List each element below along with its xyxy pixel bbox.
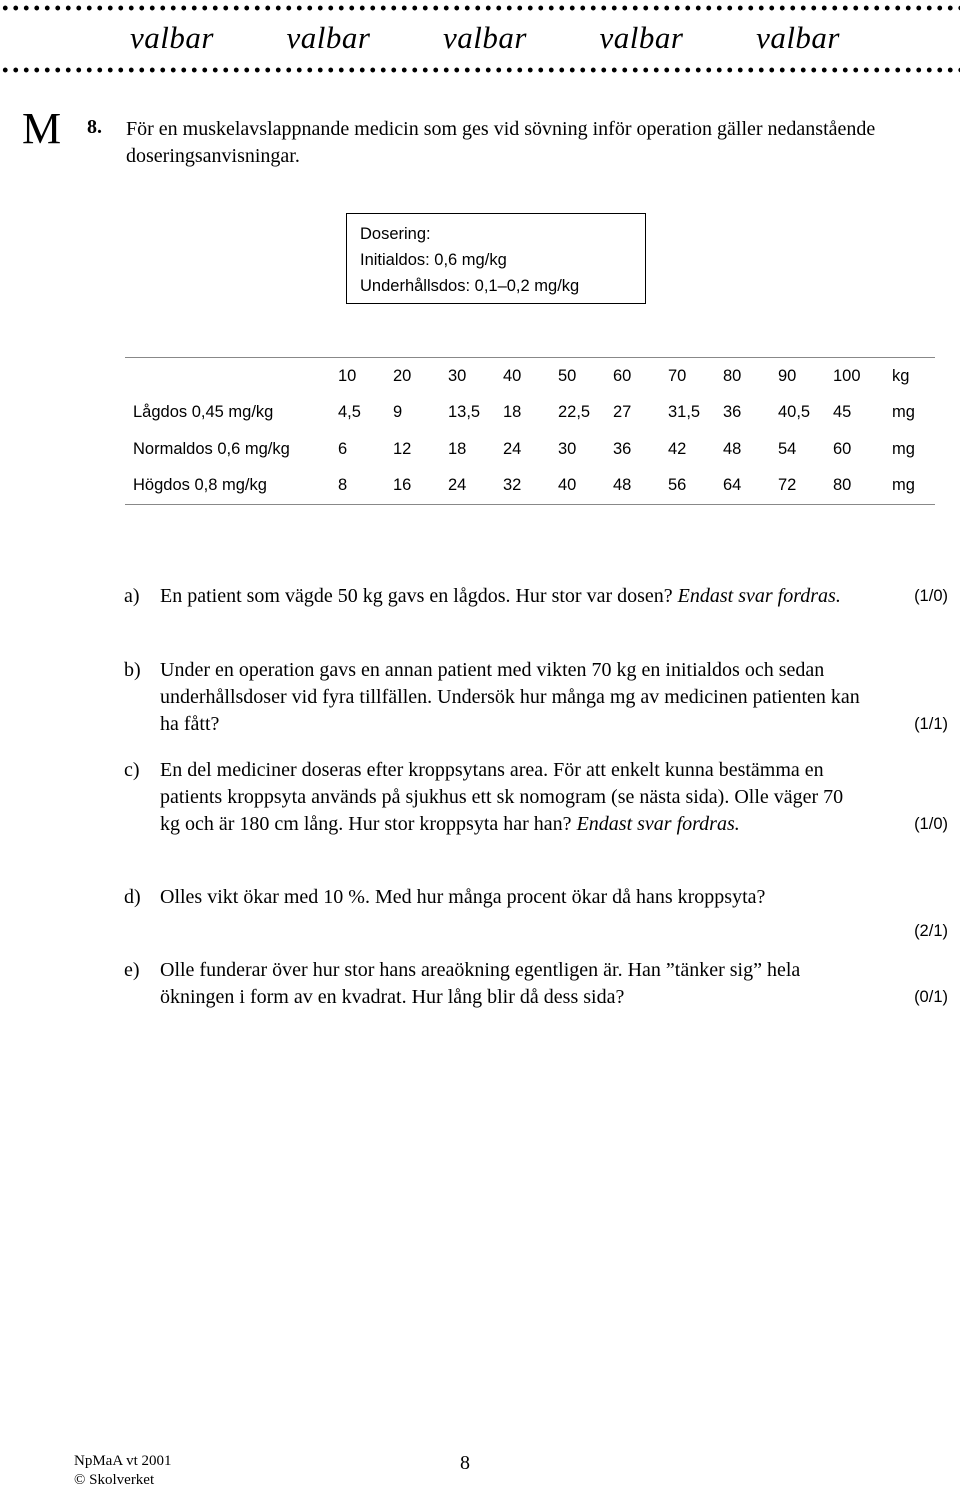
table-cell: 8 xyxy=(338,476,348,495)
task-e xyxy=(124,957,954,1011)
task-letter: c) xyxy=(124,759,140,781)
table-row xyxy=(125,395,935,432)
task-text xyxy=(160,583,860,610)
task-body: Under en operation gavs en annan patient med vikten 70 kg en initialdos och sedan underhållsdoser vid fyra tillfällen. Undersök hur många mg av medicinen patienten kan ha fått? xyxy=(160,659,860,735)
task-points: (1/0) xyxy=(914,815,948,833)
task-text xyxy=(160,657,860,738)
task-a xyxy=(124,583,954,610)
page-number: 8 xyxy=(460,1452,470,1474)
table-cell: 64 xyxy=(723,476,742,495)
dose-table xyxy=(125,357,935,505)
table-cell: 100 xyxy=(833,366,861,385)
table-row xyxy=(125,468,935,505)
table-cell: mg xyxy=(892,403,915,422)
task-body: En patient som vägde 50 kg gavs en lågdos. Hur stor var dosen? xyxy=(160,585,678,607)
table-cell: mg xyxy=(892,476,915,495)
table-row xyxy=(125,431,935,468)
task-letter: e) xyxy=(124,959,140,981)
banner-word: valbar xyxy=(286,20,371,55)
banner-word: valbar xyxy=(443,20,527,55)
dosing-heading: Dosering: xyxy=(360,225,431,243)
banner-word: valbar xyxy=(756,20,840,55)
table-cell: 13,5 xyxy=(448,403,481,422)
table-cell: 90 xyxy=(778,366,797,385)
row-label: Normaldos 0,6 mg/kg xyxy=(133,439,290,458)
task-b xyxy=(124,657,954,738)
table-cell: 6 xyxy=(338,439,348,458)
table-cell: 24 xyxy=(503,439,522,458)
task-text xyxy=(160,957,860,1011)
table-cell: 18 xyxy=(448,439,467,458)
table-cell: 40 xyxy=(503,366,522,385)
task-letter: a) xyxy=(124,585,140,607)
task-text xyxy=(160,884,920,911)
table-cell: 60 xyxy=(833,439,852,458)
task-points: (0/1) xyxy=(914,988,948,1006)
table-cell: 40,5 xyxy=(778,403,811,422)
table-cell: 70 xyxy=(668,366,687,385)
task-points: (1/1) xyxy=(914,715,948,733)
level-marker: M xyxy=(22,104,62,153)
task-letter: d) xyxy=(124,886,141,908)
table-cell: 9 xyxy=(393,403,403,422)
table-cell: 48 xyxy=(613,476,632,495)
question-intro: För en muskelavslappnande medicin som ges vid sövning inför operation gäller nedanstående doseringsanvisningar. xyxy=(126,118,876,167)
table-cell: 40 xyxy=(558,476,577,495)
table-cell: kg xyxy=(892,366,910,385)
banner-word: valbar xyxy=(599,20,684,55)
table-cell: 18 xyxy=(503,403,522,422)
table-cell: 32 xyxy=(503,476,522,495)
table-cell: 4,5 xyxy=(338,403,361,422)
task-body: En del mediciner doseras efter kroppsytans area. För att enkelt kunna bestämma en patients kroppsyta används på sjukhus ett sk nomogram (se nästa sida). Olle väger 70 kg och är 180 cm lång. Hur stor kroppsyta har han? xyxy=(160,759,844,835)
task-letter: b) xyxy=(124,659,141,681)
task-points: (1/0) xyxy=(914,587,948,605)
table-cell: 22,5 xyxy=(558,403,591,422)
table-cell: 10 xyxy=(338,366,357,385)
table-cell: 80 xyxy=(723,366,742,385)
task-text xyxy=(160,757,860,838)
question-number: 8. xyxy=(87,116,102,138)
table-cell: 56 xyxy=(668,476,687,495)
dotted-rule-bottom xyxy=(0,66,960,74)
table-cell: 80 xyxy=(833,476,852,495)
table-cell: 72 xyxy=(778,476,797,495)
table-cell: 24 xyxy=(448,476,467,495)
table-cell xyxy=(125,358,338,395)
exam-code: NpMaA vt 2001 xyxy=(74,1453,172,1469)
banner-word: valbar xyxy=(130,20,214,55)
table-cell: 42 xyxy=(668,439,687,458)
table-cell: 48 xyxy=(723,439,742,458)
table-cell: 50 xyxy=(558,366,577,385)
table-cell: 54 xyxy=(778,439,797,458)
footer-info xyxy=(74,1452,172,1490)
table-cell: 60 xyxy=(613,366,632,385)
row-label: Lågdos 0,45 mg/kg xyxy=(133,403,274,422)
table-cell: 30 xyxy=(558,439,577,458)
task-body: Olle funderar över hur stor hans areaökning egentligen är. Han ”tänker sig” hela ökningen i form av en kvadrat. Hur lång blir då dess sida? xyxy=(160,959,801,1008)
table-header-row xyxy=(125,358,935,395)
table-cell: 16 xyxy=(393,476,412,495)
table-cell: mg xyxy=(892,439,915,458)
copyright: © Skolverket xyxy=(74,1472,155,1488)
valbar-banner xyxy=(130,20,840,56)
dosing-box xyxy=(346,213,646,304)
table-cell: 27 xyxy=(613,403,632,422)
table-cell: 36 xyxy=(723,403,742,422)
task-d xyxy=(124,884,954,940)
task-c xyxy=(124,757,954,838)
dosing-initial: Initialdos: 0,6 mg/kg xyxy=(360,251,507,269)
dosing-maintenance: Underhållsdos: 0,1–0,2 mg/kg xyxy=(360,277,580,295)
task-emphasis: Endast svar fordras. xyxy=(576,813,740,835)
dotted-rule-top xyxy=(0,4,960,12)
task-points: (2/1) xyxy=(914,922,948,940)
row-label: Högdos 0,8 mg/kg xyxy=(133,476,267,495)
task-body: Olles vikt ökar med 10 %. Med hur många procent ökar då hans kroppsyta? xyxy=(160,886,766,908)
table-cell: 30 xyxy=(448,366,467,385)
task-emphasis: Endast svar fordras. xyxy=(677,585,841,607)
table-cell: 31,5 xyxy=(668,403,701,422)
table-cell: 45 xyxy=(833,403,852,422)
table-cell: 20 xyxy=(393,366,412,385)
table-cell: 36 xyxy=(613,439,632,458)
table-cell: 12 xyxy=(393,439,412,458)
